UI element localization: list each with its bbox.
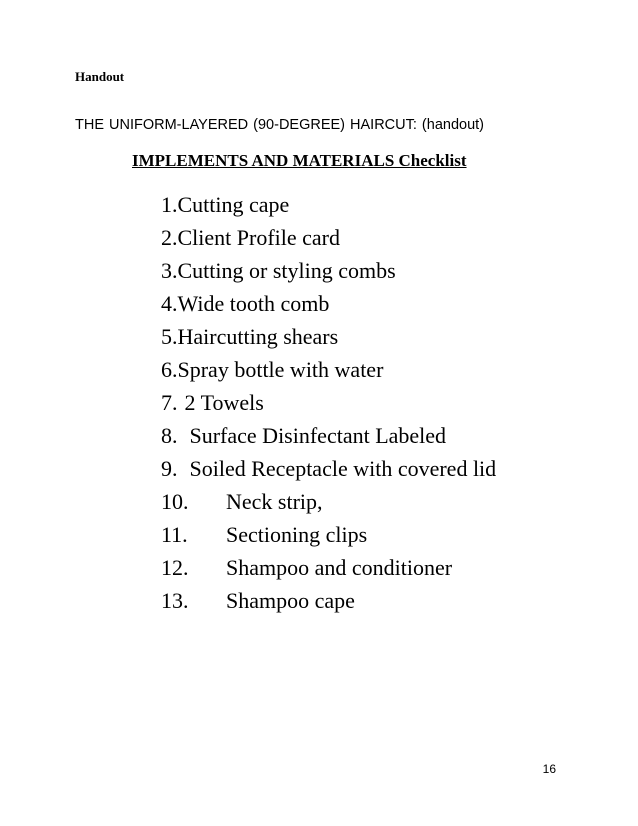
item-number: 13. — [161, 588, 189, 613]
item-text: Wide tooth comb — [177, 291, 330, 316]
item-text: Shampoo cape — [226, 588, 355, 613]
item-number: 6. — [161, 357, 178, 382]
checklist-item — [161, 386, 496, 419]
checklist-item — [161, 221, 496, 254]
checklist-item — [161, 188, 496, 221]
item-number: 10. — [161, 489, 189, 514]
item-text: Cutting or styling combs — [177, 258, 396, 283]
page-number: 16 — [542, 762, 556, 776]
handout-label: Handout — [75, 69, 125, 84]
item-text: Sectioning clips — [226, 522, 368, 547]
item-number: 4. — [161, 291, 178, 316]
item-number: 9. — [161, 456, 178, 481]
item-number: 8. — [161, 423, 178, 448]
item-text: 2 Towels — [184, 390, 264, 415]
checklist — [161, 188, 496, 617]
item-text: Soiled Receptacle with covered lid — [189, 456, 497, 481]
checklist-item — [161, 584, 496, 617]
item-number: 11. — [161, 522, 188, 547]
checklist-heading: IMPLEMENTS AND MATERIALS Checklist — [132, 151, 467, 170]
checklist-item — [161, 287, 496, 320]
item-number: 7. — [161, 390, 178, 415]
item-text: Haircutting shears — [177, 324, 339, 349]
checklist-item — [161, 452, 496, 485]
item-text: Neck strip, — [226, 489, 323, 514]
item-text: Cutting cape — [177, 192, 290, 217]
item-number: 2. — [161, 225, 178, 250]
checklist-item — [161, 254, 496, 287]
item-number: 5. — [161, 324, 178, 349]
checklist-item — [161, 551, 496, 584]
item-number: 12. — [161, 555, 189, 580]
item-number: 1. — [161, 192, 178, 217]
checklist-item — [161, 353, 496, 386]
item-text: Shampoo and conditioner — [226, 555, 453, 580]
item-text: Spray bottle with water — [177, 357, 384, 382]
item-text: Surface Disinfectant Labeled — [189, 423, 447, 448]
checklist-item — [161, 485, 496, 518]
item-number: 3. — [161, 258, 178, 283]
checklist-item — [161, 518, 496, 551]
checklist-item — [161, 320, 496, 353]
document-title: THE UNIFORM-LAYERED (90-DEGREE) HAIRCUT: (handout) — [75, 117, 485, 133]
item-text: Client Profile card — [177, 225, 341, 250]
checklist-item — [161, 419, 496, 452]
